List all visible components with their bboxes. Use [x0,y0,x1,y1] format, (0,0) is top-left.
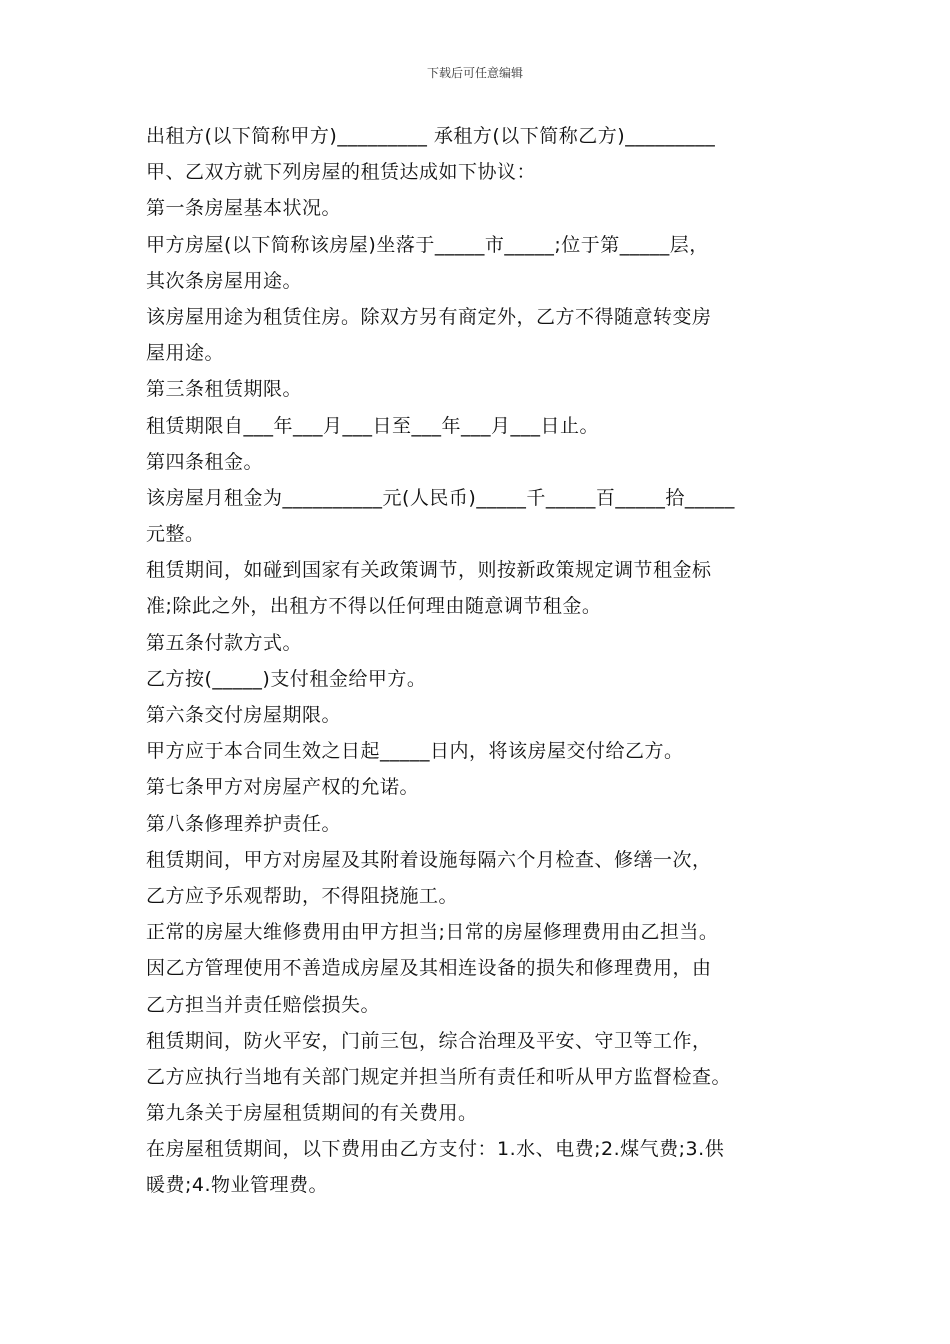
contract-body [146,118,818,1204]
text-line: 乙方按(_____)支付租金给甲方。 [146,667,427,690]
text-line: 准;除此之外，出租方不得以任何理由随意调节租金。 [146,595,602,618]
section-heading: 第九条关于房屋租赁期间的有关费用。 [146,1102,478,1125]
text-line: 出租方(以下简称甲方)_________ 承租方(以下简称乙方)_________ [146,125,716,147]
section-heading: 第三条租赁期限。 [146,378,303,401]
text-line: 该房屋月租金为__________元(人民币)_____千_____百_____拾_____ [146,486,735,509]
text-line: 租赁期间，甲方对房屋及其附着设施每隔六个月检查、修缮一次， [146,848,712,871]
text-line: 屋用途。 [146,342,225,365]
text-line: 甲、乙双方就下列房屋的租赁达成如下协议： [146,161,537,184]
text-line: 租赁期间，如碰到国家有关政策调节，则按新政策规定调节租金标 [146,559,712,582]
section-heading: 第七条甲方对房屋产权的允诺。 [146,776,420,799]
text-line: 乙方应执行当地有关部门规定并担当所有责任和听从甲方监督检查。 [146,1065,732,1088]
text-line: 元整。 [146,523,205,546]
text-line: 租赁期限自___年___月___日至___年___月___日止。 [146,414,600,437]
section-heading: 第六条交付房屋期限。 [146,704,342,726]
text-line: 乙方应予乐观帮助，不得阻挠施工。 [146,884,459,907]
text-line: 甲方应于本合同生效之日起_____日内，将该房屋交付给乙方。 [146,740,684,763]
section-heading: 第五条付款方式。 [146,631,303,654]
text-line: 暖费;4.物业管理费。 [146,1174,329,1197]
text-line: 正常的房屋大维修费用由甲方担当;日常的房屋修理费用由乙担当。 [146,921,719,944]
text-line: 在房屋租赁期间，以下费用由乙方支付：1.水、电费;2.煤气费;3.供 [146,1138,725,1161]
header-note: 下载后可任意编辑 [426,66,523,80]
section-heading: 第四条租金。 [146,450,264,473]
section-heading: 第八条修理养护责任。 [146,812,342,835]
text-line: 租赁期间，防火平安，门前三包，综合治理及平安、守卫等工作， [146,1029,712,1052]
text-line: 甲方房屋(以下简称该房屋)坐落于_____市_____;位于第_____层， [146,233,709,256]
text-line: 乙方担当并责任赔偿损失。 [146,993,381,1016]
text-line: 该房屋用途为租赁住房。除双方另有商定外，乙方不得随意转变房 [146,305,712,328]
section-heading: 其次条房屋用途。 [146,269,303,292]
section-heading: 第一条房屋基本状况。 [146,197,342,220]
text-line: 因乙方管理使用不善造成房屋及其相连设备的损失和修理费用，由 [146,957,712,980]
